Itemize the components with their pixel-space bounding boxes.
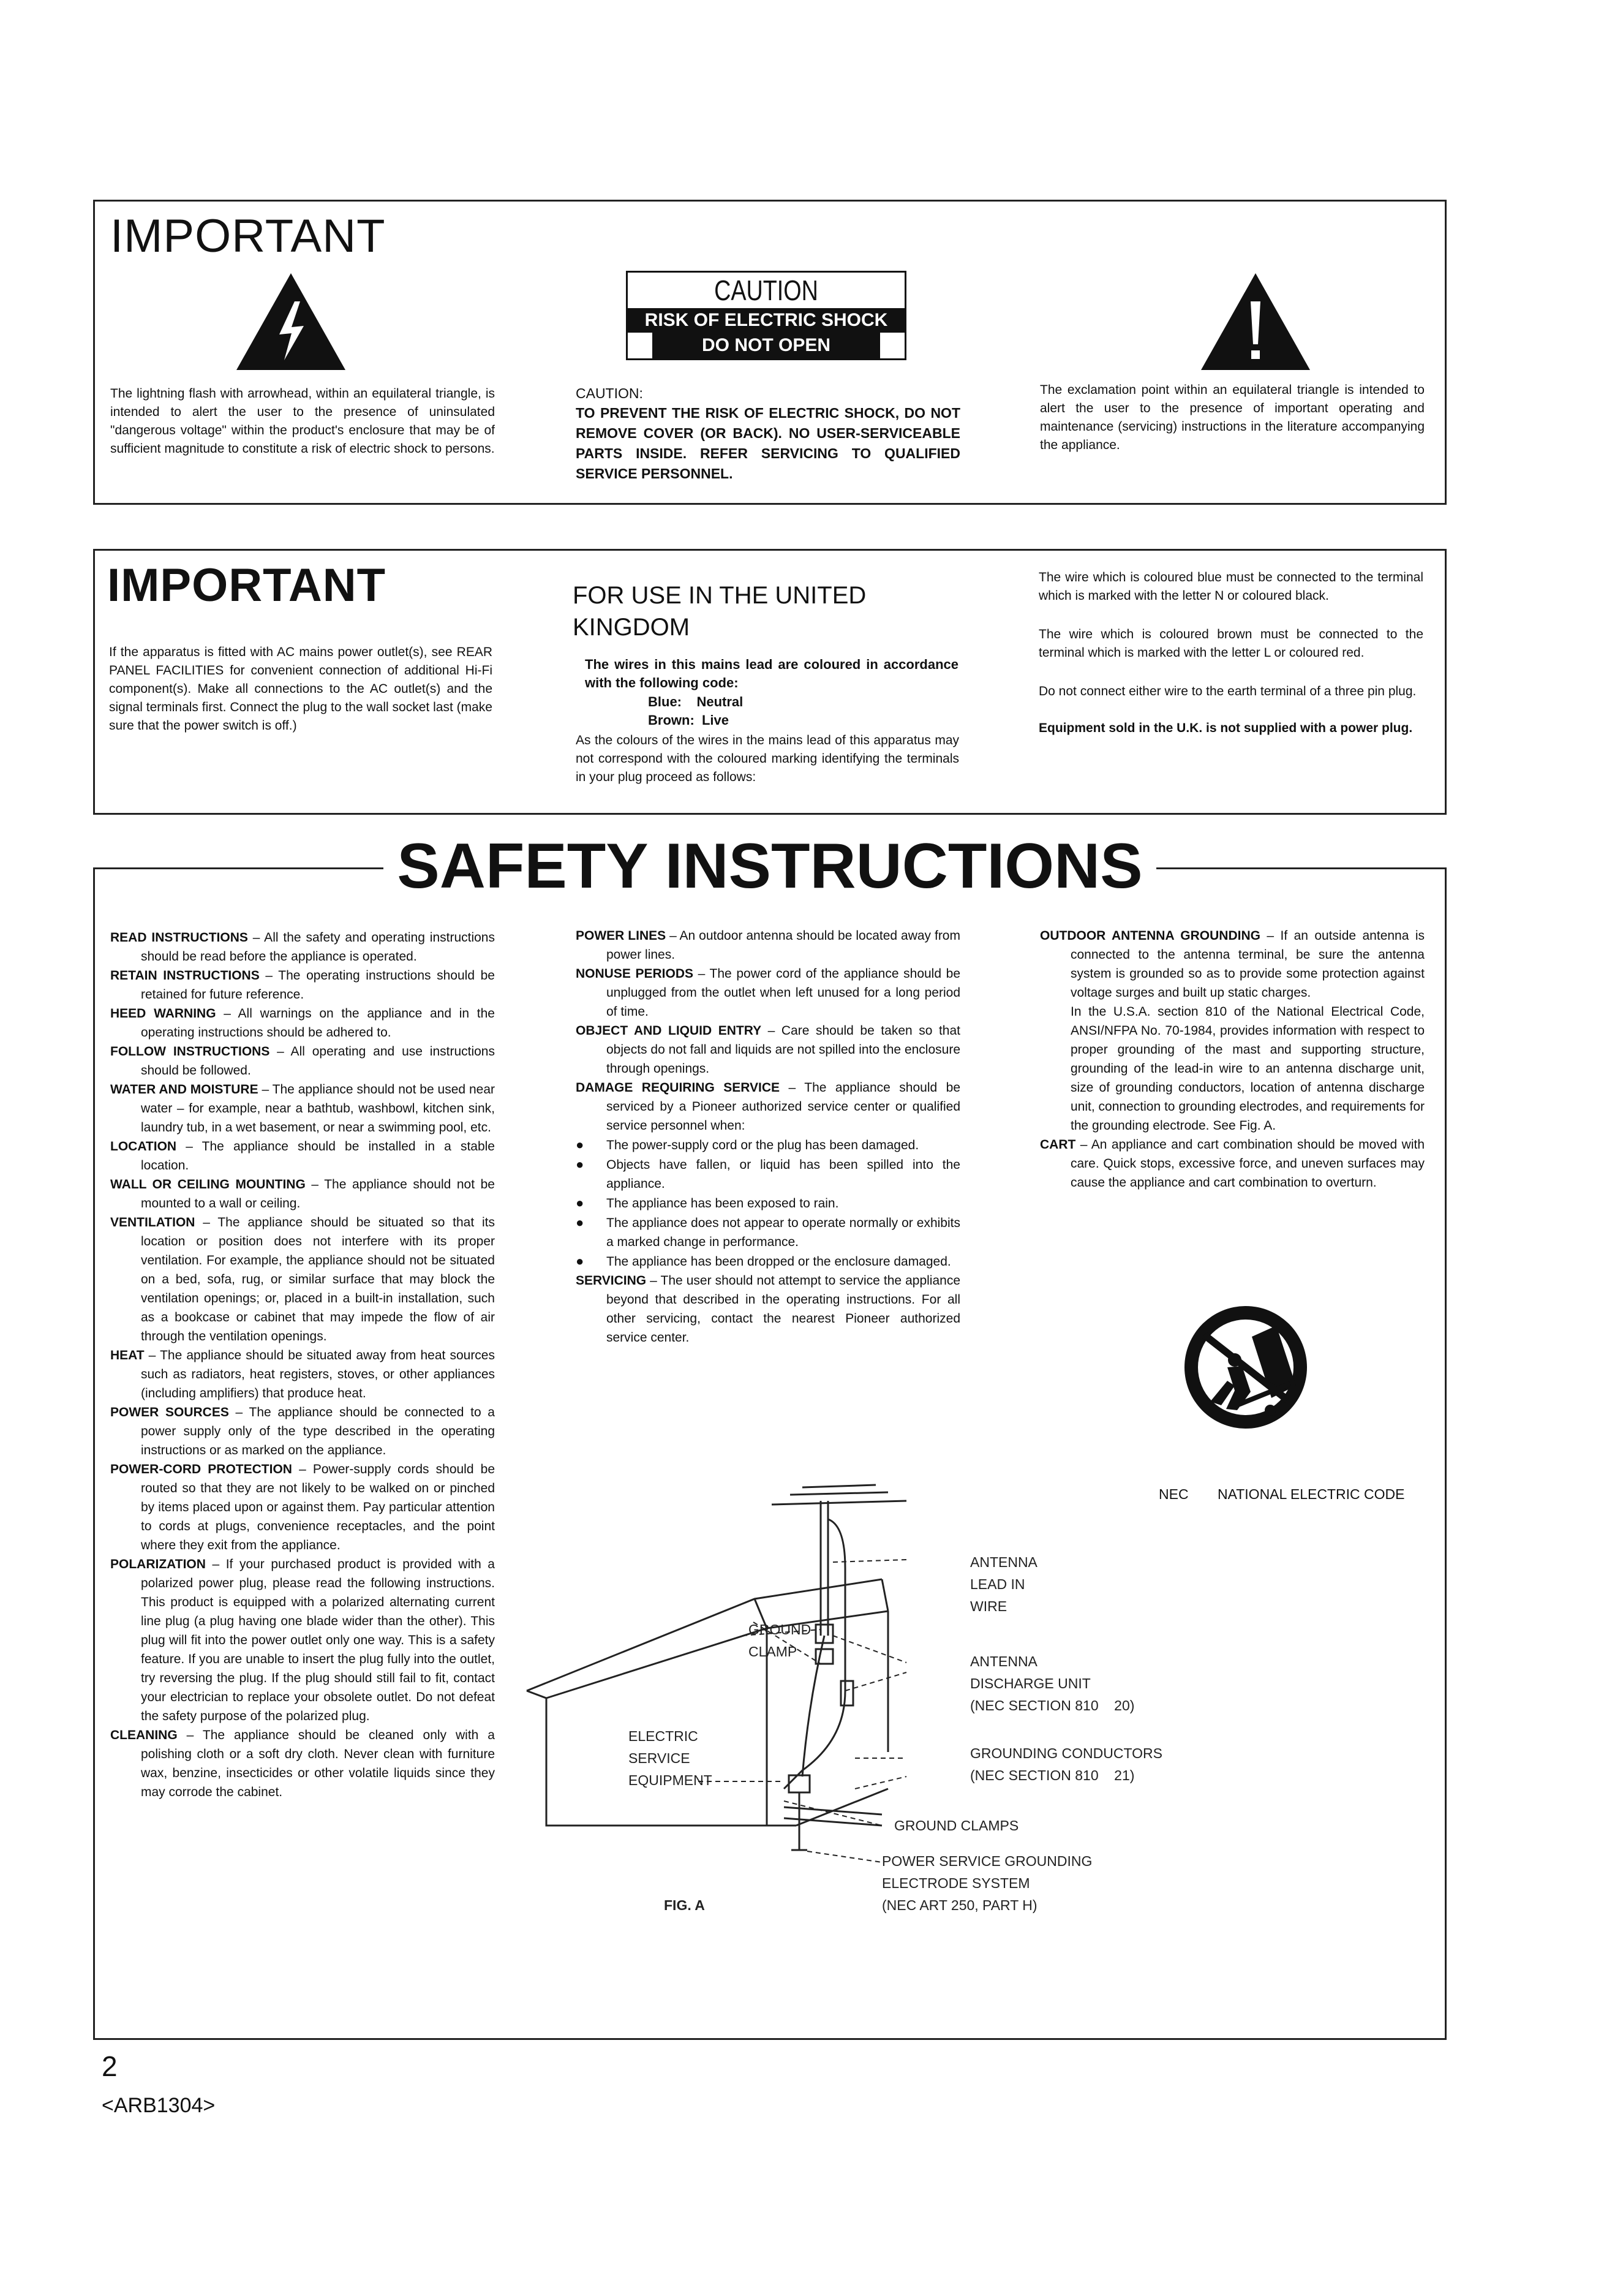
uk-code-intro: The wires in this mains lead are coloured in accordance with the following code: bbox=[585, 657, 958, 690]
label-electrode-3: (NEC ART 250, PART H) bbox=[882, 1897, 1037, 1913]
caution-heading: CAUTION: bbox=[576, 385, 643, 401]
label-antenna-lead-2: LEAD IN bbox=[970, 1576, 1025, 1592]
safety-item: HEED WARNING – All warnings on the appliance and in the operating instructions should be adhered to. bbox=[110, 1006, 495, 1040]
safety-item: LOCATION – The appliance should be installed in a stable location. bbox=[110, 1139, 495, 1173]
safety-item: OBJECT AND LIQUID ENTRY – Care should be taken so that objects do not fall and liquids are not spilled into the enclosure through openings. bbox=[576, 1024, 960, 1076]
safety-item: CART – An appliance and cart combination should be moved with care. Quick stops, excessive force, and uneven surfaces may cause the appliance and cart combination to overturn. bbox=[1040, 1138, 1425, 1190]
caution-text: TO PREVENT THE RISK OF ELECTRIC SHOCK, DO NOT REMOVE COVER (OR BACK). NO USER-SERVICEABLE PARTS INSIDE. REFER SERVICING TO QUALIFIED SERVICE PERSONNEL. bbox=[576, 405, 960, 481]
mains-outlet-instructions: If the apparatus is fitted with AC mains power outlet(s), see REAR PANEL FACILITIES for convenient connection of additional Hi-Fi component(s). Make all connections to the AC outlet(s) and the signal terminals first. Connect the plug to the wall socket last (make sure that the power switch is off.) bbox=[109, 645, 492, 733]
important-title-2: IMPORTANT bbox=[107, 559, 386, 611]
antenna-grounding-figure bbox=[514, 1482, 1409, 1924]
caution-label-donot: DO NOT OPEN bbox=[652, 333, 880, 358]
label-clamps: GROUND CLAMPS bbox=[894, 1818, 1019, 1833]
label-electric-1: ELECTRIC bbox=[628, 1728, 698, 1744]
nec-abbrev: NEC bbox=[1159, 1486, 1189, 1502]
figure-label: FIG. A bbox=[664, 1897, 705, 1913]
label-discharge-1: ANTENNA bbox=[970, 1653, 1037, 1669]
safety-col-1 bbox=[110, 928, 495, 1802]
safety-item: WATER AND MOISTURE – The appliance should not be used near water – for example, near a bathtub, washbowl, kitchen sink, laundry tub, in a wet basement, or near a swimming pool, etc. bbox=[110, 1082, 495, 1135]
caution-label-title: CAUTION bbox=[714, 274, 818, 306]
label-antenna-lead-1: ANTENNA bbox=[970, 1554, 1037, 1570]
page-number: 2 bbox=[102, 2050, 118, 2082]
caution-label bbox=[626, 271, 906, 360]
label-ground-clamp-2: CLAMP bbox=[748, 1644, 797, 1660]
safety-bullet-item: ● The appliance has been dropped or the enclosure damaged. bbox=[576, 1252, 960, 1271]
safety-item: SERVICING – The user should not attempt to service the appliance beyond that described in the operating instructions. For all other servicing, contact the nearest Pioneer authorized service center. bbox=[576, 1274, 960, 1345]
uk-wire-blue: The wire which is coloured blue must be connected to the terminal which is marked with the letter N or coloured black. bbox=[1039, 570, 1423, 603]
safety-bullet-item: ● Objects have fallen, or liquid has been spilled into the appliance. bbox=[576, 1155, 960, 1193]
cart-overturn-warning-icon bbox=[1178, 1294, 1313, 1441]
safety-rule-left bbox=[93, 867, 383, 869]
safety-item: POWER LINES – An outdoor antenna should be located away from power lines. bbox=[576, 929, 960, 962]
label-electrode-1: POWER SERVICE GROUNDING bbox=[882, 1853, 1093, 1869]
caution-label-risk: RISK OF ELECTRIC SHOCK bbox=[628, 308, 905, 333]
uk-blue: Blue: Neutral bbox=[648, 694, 744, 709]
nec-full: NATIONAL ELECTRIC CODE bbox=[1218, 1486, 1405, 1502]
safety-col-2 bbox=[576, 926, 960, 1347]
uk-power-plug-note: Equipment sold in the U.K. is not supplied with a power plug. bbox=[1039, 721, 1413, 735]
safety-item: CLEANING – The appliance should be cleaned only with a polishing cloth or a soft dry cloth. Never clean with furniture wax, benzine, insecticides or other volatile liquids since they may corrode the cabinet. bbox=[110, 1728, 495, 1799]
safety-col-3 bbox=[1040, 926, 1425, 1192]
label-antenna-lead-3: WIRE bbox=[970, 1598, 1007, 1614]
label-electric-3: EQUIPMENT bbox=[628, 1772, 712, 1788]
safety-item: DAMAGE REQUIRING SERVICE – The appliance should be serviced by a Pioneer authorized service center or qualified service personnel when: bbox=[576, 1081, 960, 1133]
important-title-1: IMPORTANT bbox=[110, 210, 386, 262]
lightning-description: The lightning flash with arrowhead, within an equilateral triangle, is intended to alert the user to the presence of uninsulated "dangerous voltage" within the product's enclosure that may be of sufficient magnitude to constitute a risk of electric shock to persons. bbox=[110, 387, 495, 456]
safety-bullet-item: ● The appliance does not appear to operate normally or exhibits a marked change in performance. bbox=[576, 1213, 960, 1252]
safety-rule-right bbox=[1156, 867, 1447, 869]
safety-item: OUTDOOR ANTENNA GROUNDING – If an outside antenna is connected to the antenna terminal, be sure the antenna system is grounded so as to provide some protection against voltage surges and built up static charges. bbox=[1040, 929, 1425, 1000]
safety-item: POWER SOURCES – The appliance should be connected to a power supply only of the type described in the operating instructions or as marked on the appliance. bbox=[110, 1405, 495, 1457]
safety-item: FOLLOW INSTRUCTIONS – All operating and use instructions should be followed. bbox=[110, 1044, 495, 1078]
label-discharge-3: (NEC SECTION 810 20) bbox=[970, 1697, 1135, 1713]
uk-earth-warning: Do not connect either wire to the earth terminal of a three pin plug. bbox=[1039, 684, 1417, 698]
safety-item: POLARIZATION – If your purchased product is provided with a polarized power plug, please read the following instructions. This product is equipped with a polarized alternating current line plug (a plug having one blade wider than the other). This plug will fit into the power outlet only one way. This is a safety feature. If you are unable to insert the plug fully into the outlet, try reversing the plug. If the plug should still fail to fit, contact your electrician to replace your obsolete outlet. Do not defeat the safety purpose of the polarized plug. bbox=[110, 1557, 495, 1723]
safety-item: RETAIN INSTRUCTIONS – The operating instructions should be retained for future reference. bbox=[110, 969, 495, 1002]
uk-wire-brown: The wire which is coloured brown must be connected to the terminal which is marked with the letter L or coloured red. bbox=[1039, 627, 1423, 660]
document-code: <ARB1304> bbox=[102, 2094, 216, 2117]
safety-item: HEAT – The appliance should be situated away from heat sources such as radiators, heat registers, stoves, or other appliances (including amplifiers) that produce heat. bbox=[110, 1348, 495, 1400]
uk-colours-text: As the colours of the wires in the mains lead of this apparatus may not correspond with the coloured marking identifying the terminals in your plug proceed as follows: bbox=[576, 733, 959, 784]
safety-title: SAFETY INSTRUCTIONS bbox=[397, 831, 1143, 902]
safety-item: READ INSTRUCTIONS – All the safety and operating instructions should be read before the appliance is operated. bbox=[110, 931, 495, 964]
safety-item: VENTILATION – The appliance should be situated so that its location or position does not interfere with its proper ventilation. For example, the appliance should not be situated on a bed, sofa, rug, or similar surface that may block the ventilation openings; or, placed in a built-in installation, such as a bookcase or cabinet that may impede the flow of air through the ventilation openings. bbox=[110, 1215, 495, 1343]
safety-bullet-item: ● The power-supply cord or the plug has been damaged. bbox=[576, 1135, 960, 1155]
safety-item: WALL OR CEILING MOUNTING – The appliance should not be mounted to a wall or ceiling. bbox=[110, 1177, 495, 1210]
label-electric-2: SERVICE bbox=[628, 1750, 690, 1766]
label-discharge-2: DISCHARGE UNIT bbox=[970, 1675, 1091, 1691]
uk-title: FOR USE IN THE UNITED KINGDOM bbox=[573, 582, 867, 641]
label-electrode-2: ELECTRODE SYSTEM bbox=[882, 1875, 1030, 1891]
exclamation-description: The exclamation point within an equilateral triangle is intended to alert the user to the presence of important operating and maintenance (servicing) instructions in the literature accompanying the appliance. bbox=[1040, 383, 1425, 452]
exclamation-warning-icon bbox=[1197, 270, 1314, 374]
label-conductors-1: GROUNDING CONDUCTORS bbox=[970, 1745, 1162, 1761]
label-conductors-2: (NEC SECTION 810 21) bbox=[970, 1767, 1135, 1783]
safety-item: NONUSE PERIODS – The power cord of the appliance should be unplugged from the outlet when left unused for a long period of time. bbox=[576, 967, 960, 1019]
safety-item-nec-note: In the U.S.A. section 810 of the National Electrical Code, ANSI/NFPA No. 70-1984, provides information with respect to proper grounding of the mast and supporting structure, grounding of the lead-in wire to an antenna discharge unit, size of grounding conductors, location of antenna discharge unit, connection to grounding electrodes, and requirements for the grounding electrode. See Fig. A. bbox=[1071, 1005, 1425, 1133]
label-ground-clamp-1: GROUND bbox=[748, 1622, 812, 1637]
lightning-warning-icon bbox=[233, 270, 349, 374]
safety-item: POWER-CORD PROTECTION – Power-supply cords should be routed so that they are not likely to be walked on or pinched by items placed upon or against them. Pay particular attention to cords at plugs, convenience receptacles, and the point where they exit from the appliance. bbox=[110, 1462, 495, 1552]
uk-brown: Brown: Live bbox=[648, 712, 729, 728]
safety-bullet-item: ● The appliance has been exposed to rain. bbox=[576, 1193, 960, 1213]
